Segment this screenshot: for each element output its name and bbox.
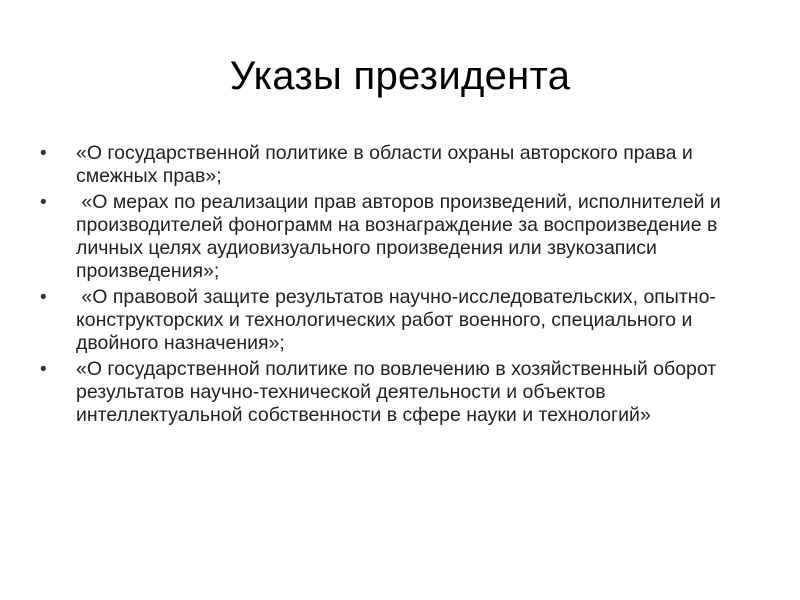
bullet-icon: •	[40, 287, 47, 308]
list-item	[40, 142, 730, 188]
list-item-text: «О государственной политике в области охраны авторского права и смежных прав»;	[76, 142, 693, 187]
list-item	[40, 358, 730, 427]
bullet-icon: •	[40, 359, 47, 380]
bullet-icon: •	[40, 143, 47, 164]
slide-title: Указы президента	[229, 54, 571, 98]
bullet-icon: •	[40, 192, 47, 213]
list-item	[40, 191, 730, 283]
bullet-list	[40, 142, 730, 430]
list-item-text: «О государственной политике по вовлечению в хозяйственный оборот результатов научно-технической деятельности и объектов интеллектуальной собственности в сфере науки и технологий»	[76, 358, 717, 426]
list-item-text: «О правовой защите результатов научно-исследовательских, опытно-конструкторских и технологических работ военного, специального и двойного назначения»;	[76, 286, 716, 354]
list-item	[40, 286, 730, 355]
list-item-text: «О мерах по реализации прав авторов произведений, исполнителей и производителей фонограмм на вознаграждение за воспроизведение в личных целях аудиовизуального произведения или звукозаписи произведения»;	[76, 191, 727, 282]
